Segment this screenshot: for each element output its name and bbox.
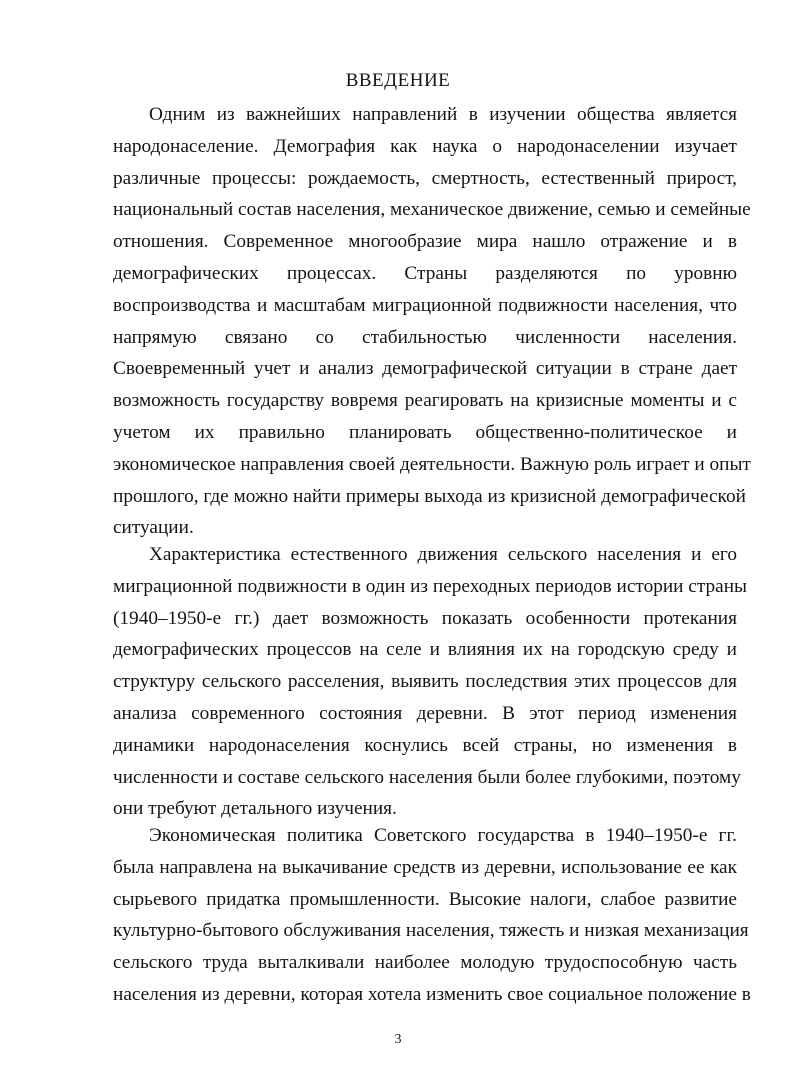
text-line: Одним из важнейших направлений в изучении общества является [149, 104, 737, 125]
text-line: структуру сельского расселения, выявить последствия этих процессов для [113, 671, 737, 693]
text-line: населения из деревни, которая хотела изменить свое социальное положение в [113, 983, 751, 1005]
text-line: напрямую связано со стабильностью численности населения. [113, 326, 737, 348]
text-line: (1940–1950-е гг.) дает возможность показать особенности протекания [113, 607, 737, 629]
text-line: миграционной подвижности в один из переходных периодов истории страны [113, 575, 748, 597]
page-number: 3 [394, 1032, 402, 1047]
text-line: культурно-бытового обслуживания населения, тяжесть и низкая механизация [113, 920, 749, 942]
text-line: воспроизводства и масштабам миграционной подвижности населения, что [113, 294, 737, 316]
text-line: Экономическая политика Советского государства в 1940–1950-е гг. [149, 825, 737, 846]
text-line: национальный состав населения, механическое движение, семью и семейные [113, 199, 751, 221]
text-line: сырьевого придатка промышленности. Высокие налоги, слабое развитие [113, 888, 737, 910]
text-line: отношения. Современное многообразие мира нашло отражение и в [113, 231, 737, 253]
paragraph [113, 820, 751, 1011]
text-line: Своевременный учет и анализ демографической ситуации в стране дает [113, 358, 737, 380]
text-line: прошлого, где можно найти примеры выхода из кризисной демографической [113, 485, 746, 507]
section-heading: ВВЕДЕНИЕ [345, 70, 451, 91]
paragraph [113, 99, 751, 544]
text-line: численности и составе сельского населения были более глубокими, поэтому [113, 766, 741, 788]
text-line: демографических процессов на селе и влияния их на городскую среду и [113, 639, 737, 661]
text-line: динамики народонаселения коснулись всей страны, но изменения в [113, 734, 737, 756]
text-line: была направлена на выкачивание средств из деревни, использование ее как [113, 856, 737, 878]
text-line: народонаселение. Демография как наука о народонаселении изучает [113, 135, 737, 157]
text-line: Характеристика естественного движения сельского населения и его [149, 544, 737, 565]
text-line: возможность государству вовремя реагировать на кризисные моменты и с [113, 390, 737, 412]
paragraph [113, 539, 748, 825]
text-line: различные процессы: рождаемость, смертность, естественный прирост, [113, 167, 737, 189]
text-line: сельского труда выталкивали наиболее молодую трудоспособную часть [113, 952, 737, 974]
text-line: они требуют детального изучения. [113, 798, 397, 820]
text-line: ситуации. [113, 517, 194, 539]
text-line: демографических процессах. Страны разделяются по уровню [113, 262, 737, 284]
text-line: учетом их правильно планировать общественно-политическое и [113, 421, 737, 443]
text-line: экономическое направления своей деятельности. Важную роль играет и опыт [113, 453, 751, 475]
text-line: анализа современного состояния деревни. В этот период изменения [113, 702, 737, 724]
